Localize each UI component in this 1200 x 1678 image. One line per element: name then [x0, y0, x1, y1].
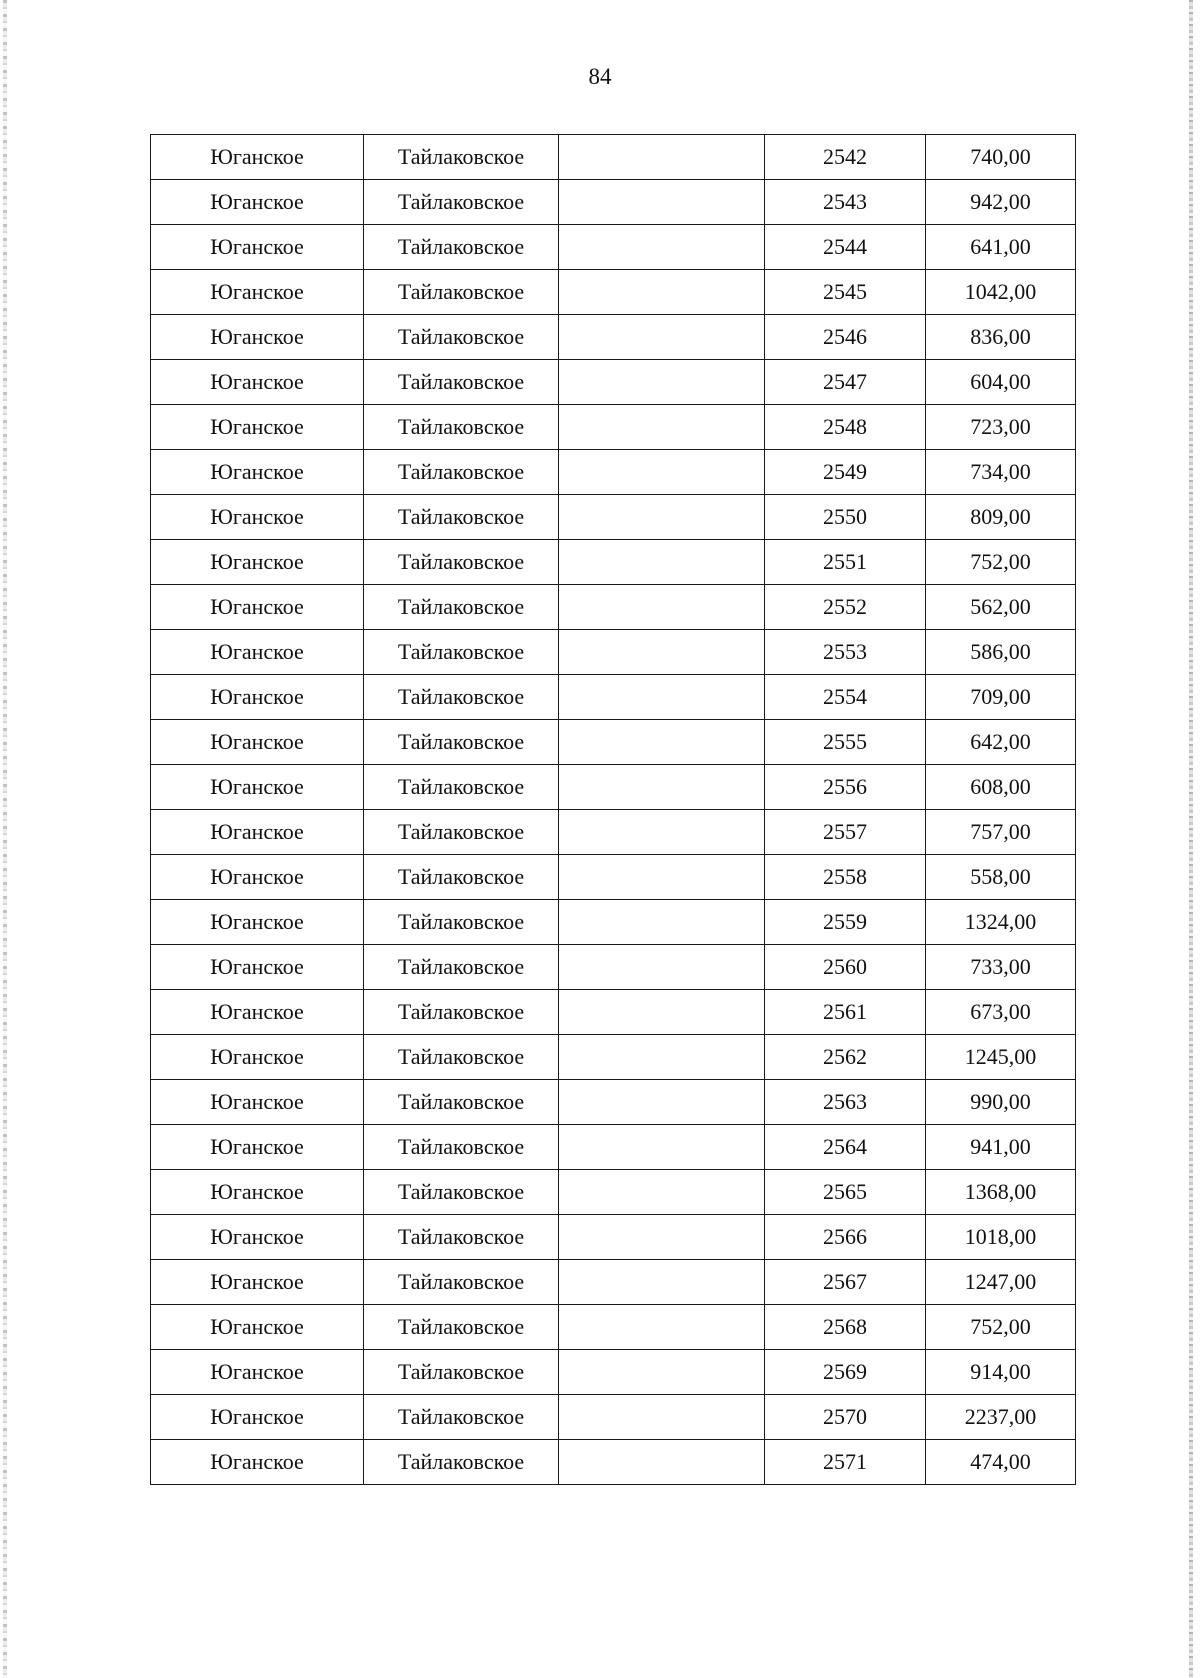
region-cell: Юганское [151, 1080, 364, 1125]
region-cell: Юганское [151, 1440, 364, 1485]
number-cell: 2544 [765, 225, 926, 270]
data-table [150, 134, 1076, 1485]
region-cell: Юганское [151, 270, 364, 315]
value-cell: 1247,00 [926, 1260, 1076, 1305]
region-cell: Юганское [151, 1125, 364, 1170]
value-cell: 914,00 [926, 1350, 1076, 1395]
number-cell: 2561 [765, 990, 926, 1035]
field-cell: Тайлаковское [364, 1125, 559, 1170]
empty-cell [559, 1125, 765, 1170]
field-cell: Тайлаковское [364, 1080, 559, 1125]
empty-cell [559, 630, 765, 675]
value-cell: 809,00 [926, 495, 1076, 540]
region-cell: Юганское [151, 1170, 364, 1215]
region-cell: Юганское [151, 675, 364, 720]
number-cell: 2545 [765, 270, 926, 315]
empty-cell [559, 225, 765, 270]
empty-cell [559, 1035, 765, 1080]
empty-cell [559, 405, 765, 450]
number-cell: 2543 [765, 180, 926, 225]
region-cell: Юганское [151, 360, 364, 405]
value-cell: 709,00 [926, 675, 1076, 720]
field-cell: Тайлаковское [364, 585, 559, 630]
table-body [151, 135, 1076, 1485]
field-cell: Тайлаковское [364, 675, 559, 720]
region-cell: Юганское [151, 630, 364, 675]
table-row [151, 1260, 1076, 1305]
value-cell: 1042,00 [926, 270, 1076, 315]
scan-edge-left [3, 0, 7, 1678]
empty-cell [559, 1350, 765, 1395]
region-cell: Юганское [151, 450, 364, 495]
table-row [151, 585, 1076, 630]
value-cell: 1245,00 [926, 1035, 1076, 1080]
region-cell: Юганское [151, 540, 364, 585]
page-number: 84 [588, 64, 612, 89]
scan-edge-right [1189, 0, 1193, 1678]
region-cell: Юганское [151, 495, 364, 540]
empty-cell [559, 270, 765, 315]
field-cell: Тайлаковское [364, 225, 559, 270]
empty-cell [559, 765, 765, 810]
table-row [151, 900, 1076, 945]
empty-cell [559, 495, 765, 540]
value-cell: 740,00 [926, 135, 1076, 180]
empty-cell [559, 900, 765, 945]
field-cell: Тайлаковское [364, 180, 559, 225]
table-row [151, 225, 1076, 270]
table-row [151, 945, 1076, 990]
empty-cell [559, 315, 765, 360]
table-row [151, 1395, 1076, 1440]
region-cell: Юганское [151, 1350, 364, 1395]
field-cell: Тайлаковское [364, 1035, 559, 1080]
field-cell: Тайлаковское [364, 1395, 559, 1440]
empty-cell [559, 675, 765, 720]
table-row [151, 630, 1076, 675]
table-row [151, 1035, 1076, 1080]
empty-cell [559, 135, 765, 180]
value-cell: 990,00 [926, 1080, 1076, 1125]
table-row [151, 1080, 1076, 1125]
empty-cell [559, 540, 765, 585]
region-cell: Юганское [151, 990, 364, 1035]
number-cell: 2569 [765, 1350, 926, 1395]
value-cell: 474,00 [926, 1440, 1076, 1485]
table-row [151, 765, 1076, 810]
empty-cell [559, 180, 765, 225]
number-cell: 2559 [765, 900, 926, 945]
field-cell: Тайлаковское [364, 630, 559, 675]
number-cell: 2546 [765, 315, 926, 360]
region-cell: Юганское [151, 315, 364, 360]
value-cell: 757,00 [926, 810, 1076, 855]
value-cell: 1018,00 [926, 1215, 1076, 1260]
value-cell: 604,00 [926, 360, 1076, 405]
empty-cell [559, 945, 765, 990]
region-cell: Юганское [151, 1260, 364, 1305]
empty-cell [559, 720, 765, 765]
region-cell: Юганское [151, 720, 364, 765]
field-cell: Тайлаковское [364, 270, 559, 315]
table-row [151, 540, 1076, 585]
value-cell: 733,00 [926, 945, 1076, 990]
number-cell: 2560 [765, 945, 926, 990]
table-row [151, 405, 1076, 450]
number-cell: 2552 [765, 585, 926, 630]
table-row [151, 990, 1076, 1035]
table-row [151, 1215, 1076, 1260]
table-row [151, 135, 1076, 180]
empty-cell [559, 1170, 765, 1215]
empty-cell [559, 1305, 765, 1350]
number-cell: 2550 [765, 495, 926, 540]
number-cell: 2555 [765, 720, 926, 765]
region-cell: Юганское [151, 180, 364, 225]
empty-cell [559, 585, 765, 630]
field-cell: Тайлаковское [364, 135, 559, 180]
value-cell: 586,00 [926, 630, 1076, 675]
number-cell: 2547 [765, 360, 926, 405]
table-row [151, 1350, 1076, 1395]
region-cell: Юганское [151, 765, 364, 810]
table-row [151, 855, 1076, 900]
number-cell: 2564 [765, 1125, 926, 1170]
field-cell: Тайлаковское [364, 540, 559, 585]
value-cell: 642,00 [926, 720, 1076, 765]
empty-cell [559, 1080, 765, 1125]
value-cell: 942,00 [926, 180, 1076, 225]
field-cell: Тайлаковское [364, 990, 559, 1035]
number-cell: 2554 [765, 675, 926, 720]
table-row [151, 180, 1076, 225]
value-cell: 562,00 [926, 585, 1076, 630]
region-cell: Юганское [151, 900, 364, 945]
region-cell: Юганское [151, 945, 364, 990]
field-cell: Тайлаковское [364, 810, 559, 855]
table-row [151, 810, 1076, 855]
table-row [151, 1125, 1076, 1170]
number-cell: 2563 [765, 1080, 926, 1125]
number-cell: 2549 [765, 450, 926, 495]
value-cell: 1368,00 [926, 1170, 1076, 1215]
region-cell: Юганское [151, 855, 364, 900]
value-cell: 641,00 [926, 225, 1076, 270]
value-cell: 734,00 [926, 450, 1076, 495]
field-cell: Тайлаковское [364, 1260, 559, 1305]
field-cell: Тайлаковское [364, 1215, 559, 1260]
empty-cell [559, 360, 765, 405]
number-cell: 2568 [765, 1305, 926, 1350]
region-cell: Юганское [151, 585, 364, 630]
field-cell: Тайлаковское [364, 495, 559, 540]
empty-cell [559, 1395, 765, 1440]
empty-cell [559, 810, 765, 855]
region-cell: Юганское [151, 405, 364, 450]
number-cell: 2542 [765, 135, 926, 180]
field-cell: Тайлаковское [364, 900, 559, 945]
number-cell: 2558 [765, 855, 926, 900]
field-cell: Тайлаковское [364, 1350, 559, 1395]
number-cell: 2556 [765, 765, 926, 810]
field-cell: Тайлаковское [364, 1170, 559, 1215]
number-cell: 2551 [765, 540, 926, 585]
field-cell: Тайлаковское [364, 1440, 559, 1485]
table-row [151, 315, 1076, 360]
table-row [151, 720, 1076, 765]
field-cell: Тайлаковское [364, 855, 559, 900]
empty-cell [559, 1260, 765, 1305]
value-cell: 723,00 [926, 405, 1076, 450]
value-cell: 673,00 [926, 990, 1076, 1035]
field-cell: Тайлаковское [364, 450, 559, 495]
number-cell: 2565 [765, 1170, 926, 1215]
table-row [151, 675, 1076, 720]
number-cell: 2557 [765, 810, 926, 855]
region-cell: Юганское [151, 1215, 364, 1260]
table-row [151, 450, 1076, 495]
value-cell: 1324,00 [926, 900, 1076, 945]
field-cell: Тайлаковское [364, 360, 559, 405]
field-cell: Тайлаковское [364, 315, 559, 360]
empty-cell [559, 855, 765, 900]
empty-cell [559, 1440, 765, 1485]
value-cell: 941,00 [926, 1125, 1076, 1170]
table-row [151, 495, 1076, 540]
region-cell: Юганское [151, 1305, 364, 1350]
field-cell: Тайлаковское [364, 765, 559, 810]
field-cell: Тайлаковское [364, 405, 559, 450]
region-cell: Юганское [151, 810, 364, 855]
value-cell: 2237,00 [926, 1395, 1076, 1440]
table-row [151, 1305, 1076, 1350]
number-cell: 2571 [765, 1440, 926, 1485]
field-cell: Тайлаковское [364, 945, 559, 990]
number-cell: 2566 [765, 1215, 926, 1260]
empty-cell [559, 450, 765, 495]
number-cell: 2567 [765, 1260, 926, 1305]
region-cell: Юганское [151, 1035, 364, 1080]
value-cell: 752,00 [926, 540, 1076, 585]
number-cell: 2548 [765, 405, 926, 450]
table-row [151, 1170, 1076, 1215]
empty-cell [559, 990, 765, 1035]
field-cell: Тайлаковское [364, 1305, 559, 1350]
region-cell: Юганское [151, 225, 364, 270]
empty-cell [559, 1215, 765, 1260]
region-cell: Юганское [151, 1395, 364, 1440]
value-cell: 752,00 [926, 1305, 1076, 1350]
number-cell: 2562 [765, 1035, 926, 1080]
table-row [151, 270, 1076, 315]
field-cell: Тайлаковское [364, 720, 559, 765]
number-cell: 2553 [765, 630, 926, 675]
table-row [151, 360, 1076, 405]
table-row [151, 1440, 1076, 1485]
number-cell: 2570 [765, 1395, 926, 1440]
value-cell: 558,00 [926, 855, 1076, 900]
value-cell: 836,00 [926, 315, 1076, 360]
region-cell: Юганское [151, 135, 364, 180]
value-cell: 608,00 [926, 765, 1076, 810]
